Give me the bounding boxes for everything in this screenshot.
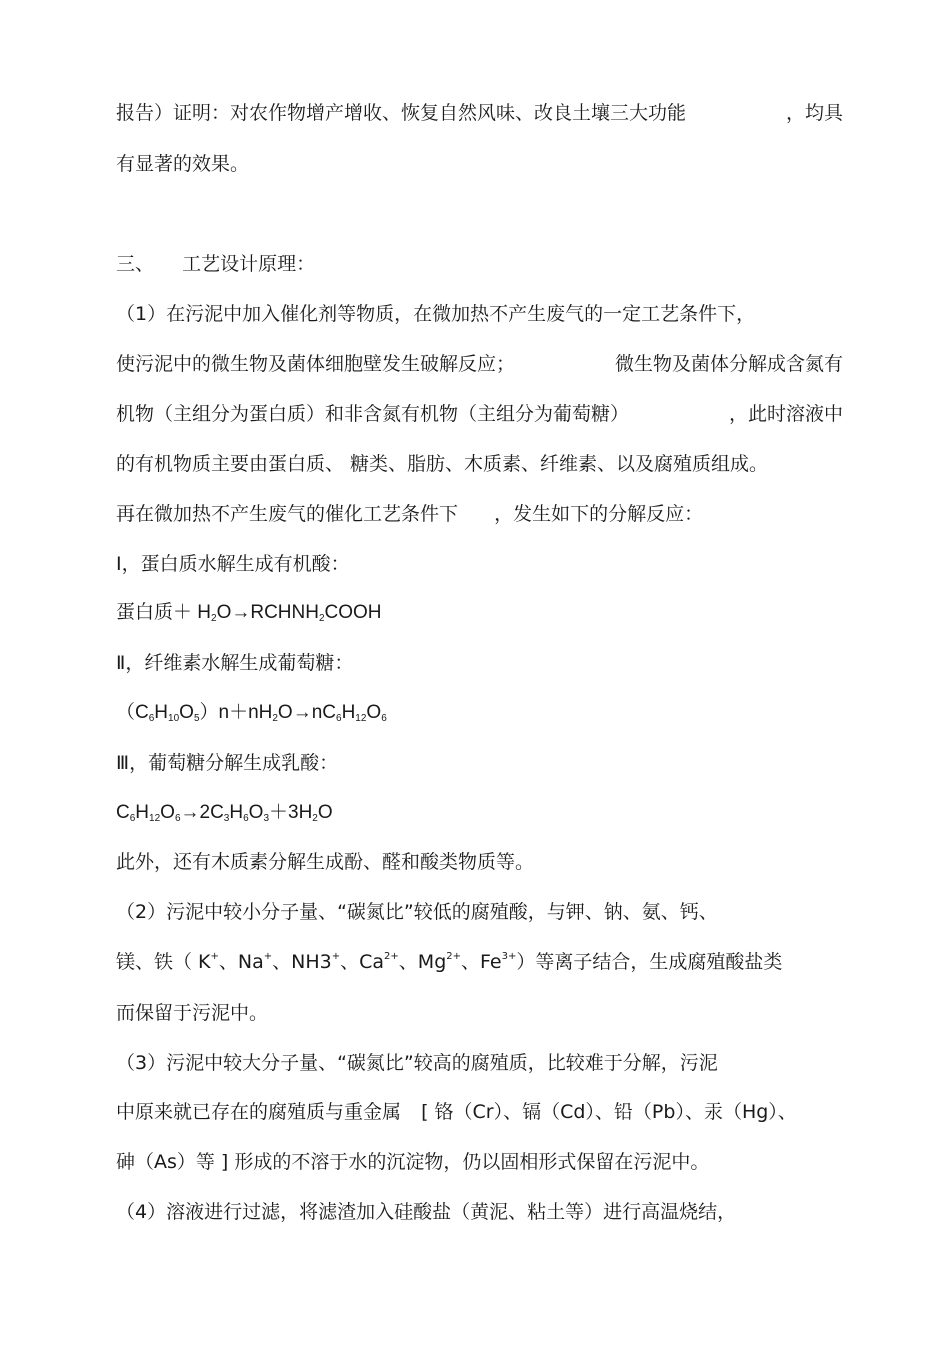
reaction3-eq-sub7: 2: [312, 813, 318, 824]
intro-line-1-left: 报告）证明：对农作物增产增收、恢复自然风味、改良土壤三大功能: [116, 102, 687, 124]
reaction2-eq-open: （C: [116, 702, 149, 723]
reaction2-label: Ⅱ，纤维素水解生成葡萄糖：: [116, 652, 354, 674]
item2-sep3: 、Ca: [340, 951, 385, 973]
intro-line-1: [116, 101, 843, 125]
item1-line-3-left: 机物（主组分为蛋白质）和非含氮有机物（主组分为葡萄糖）: [116, 403, 630, 425]
reaction3-eq-arrow: →2C: [180, 802, 224, 823]
reaction2-eq-h2: H: [341, 702, 356, 723]
item3-line-2-left: 中原来就已存在的腐殖质与重金属: [116, 1101, 402, 1123]
reaction3-eq-h2: H: [229, 802, 244, 823]
section-heading: [116, 252, 315, 276]
reaction1-eq-suffix: COOH: [324, 602, 382, 623]
reaction2-eq-sub7: 6: [381, 713, 387, 724]
reaction2-equation: [116, 701, 387, 725]
reaction3-eq-sub3: 6: [174, 813, 181, 824]
reaction3-equation: [116, 801, 333, 825]
item1-line-2-left: 使污泥中的微生物及菌体细胞壁发生破解反应；: [116, 353, 516, 375]
ion-fe: 3+: [501, 951, 517, 962]
item1-line-5: [116, 502, 703, 526]
reaction3-eq-sub4: 3: [223, 813, 230, 824]
reaction1-label: Ⅰ，蛋白质水解生成有机酸：: [116, 553, 350, 575]
reaction2-eq-sub4: 2: [272, 713, 278, 724]
item1-line-2: [116, 352, 843, 376]
item2-line-2-suffix: ）等离子结合，生成腐殖酸盐类: [516, 951, 783, 973]
reaction1-eq-mid: O→RCHNH: [216, 602, 319, 623]
item2-line-1: （2）污泥中较小分子量、“碳氮比”较低的腐殖酸，与钾、钠、氨、钙、: [116, 901, 718, 923]
reaction3-eq-sub5: 6: [243, 813, 249, 824]
reaction3-eq-o: O: [160, 802, 175, 823]
item1-line-5-right: ，发生如下的分解反应：: [494, 503, 704, 525]
reaction3-label: Ⅲ，葡萄糖分解生成乳酸：: [116, 752, 339, 774]
reaction3-eq-c: C: [116, 802, 130, 823]
reaction2-eq-sub6: 12: [355, 713, 367, 724]
intro-line-2: 有显著的效果。: [116, 153, 250, 175]
item3-line-2-right: [ 铬（Cr）、镉（Cd）、铅（Pb）、汞（Hg）、: [421, 1101, 797, 1123]
reaction2-eq-sub1: 6: [148, 713, 155, 724]
item1-line-3-right: ，此时溶液中: [728, 403, 843, 425]
item3-line-1: （3）污泥中较大分子量、“碳氮比”较高的腐殖质，比较难于分解，污泥: [116, 1052, 718, 1074]
item3-line-2: [116, 1100, 797, 1124]
reaction3-eq-sub1: 6: [129, 813, 136, 824]
item2-sep1: 、Na: [218, 951, 264, 973]
item1-line-1: （1）在污泥中加入催化剂等物质，在微加热不产生废气的一定工艺条件下，: [116, 303, 756, 325]
reaction1-eq-sub2: 2: [318, 613, 325, 624]
item2-sep4: 、Mg: [398, 951, 447, 973]
section-title: 工艺设计原理：: [182, 253, 316, 275]
item2-line-2-prefix: 镁、铁（ K: [116, 951, 211, 973]
ion-na: +: [263, 951, 273, 962]
reaction3-eq-end: O: [317, 802, 333, 823]
reaction2-eq-sub5: 6: [336, 713, 342, 724]
reaction3-eq-o2: O: [248, 802, 264, 823]
reaction3-eq-sub2: 12: [149, 813, 161, 824]
item1-line-5-left: 再在微加热不产生废气的催化工艺条件下: [116, 503, 459, 525]
item2-line-3: 而保留于污泥中。: [116, 1002, 269, 1024]
reaction2-eq-o2: O: [366, 702, 382, 723]
intro-line-1-right: ，均具: [785, 102, 843, 124]
item1-line-4: 的有机物质主要由蛋白质、 糖类、脂肪、木质素、纤维素、以及腐殖质组成。: [116, 453, 769, 475]
reaction1-eq-prefix: 蛋白质＋ H: [116, 602, 212, 623]
item3-line-3: 砷（As）等 ] 形成的不溶于水的沉淀物，仍以固相形式保留在污泥中。: [116, 1151, 710, 1173]
reaction2-eq-o: O: [179, 702, 194, 723]
reaction3-eq-h: H: [135, 802, 150, 823]
reaction2-eq-h: H: [154, 702, 169, 723]
reaction3-eq-plus: ＋3H: [269, 802, 313, 823]
reaction1-equation: [116, 601, 382, 625]
reaction3-eq-sub6: 3: [263, 813, 269, 824]
reaction2-eq-sub3: 5: [193, 713, 200, 724]
item1-line-2-right: 微生物及菌体分解成含氮有: [614, 353, 843, 375]
reaction2-eq-arrow: O→nC: [277, 702, 336, 723]
ion-ca: 2+: [384, 951, 399, 962]
item2-sep5: 、Fe: [461, 951, 502, 973]
reaction2-eq-sub2: 10: [168, 713, 180, 724]
ion-nh3: +: [331, 951, 341, 962]
ion-mg: 2+: [446, 951, 462, 962]
reaction2-eq-mid: ）n＋nH: [199, 702, 273, 723]
reaction1-eq-sub1: 2: [211, 613, 217, 624]
ion-k: +: [210, 951, 219, 962]
item2-line-2: [116, 950, 782, 974]
section-number: 三、: [116, 253, 155, 275]
item1-line-3: [116, 402, 843, 426]
item4-line-1: （4）溶液进行过滤，将滤渣加入硅酸盐（黄泥、粘土等）进行高温烧结，: [116, 1201, 737, 1223]
item2-sep2: 、NH3: [272, 951, 332, 973]
after-reactions: 此外，还有木质素分解生成酚、醛和酸类物质等。: [116, 851, 535, 873]
